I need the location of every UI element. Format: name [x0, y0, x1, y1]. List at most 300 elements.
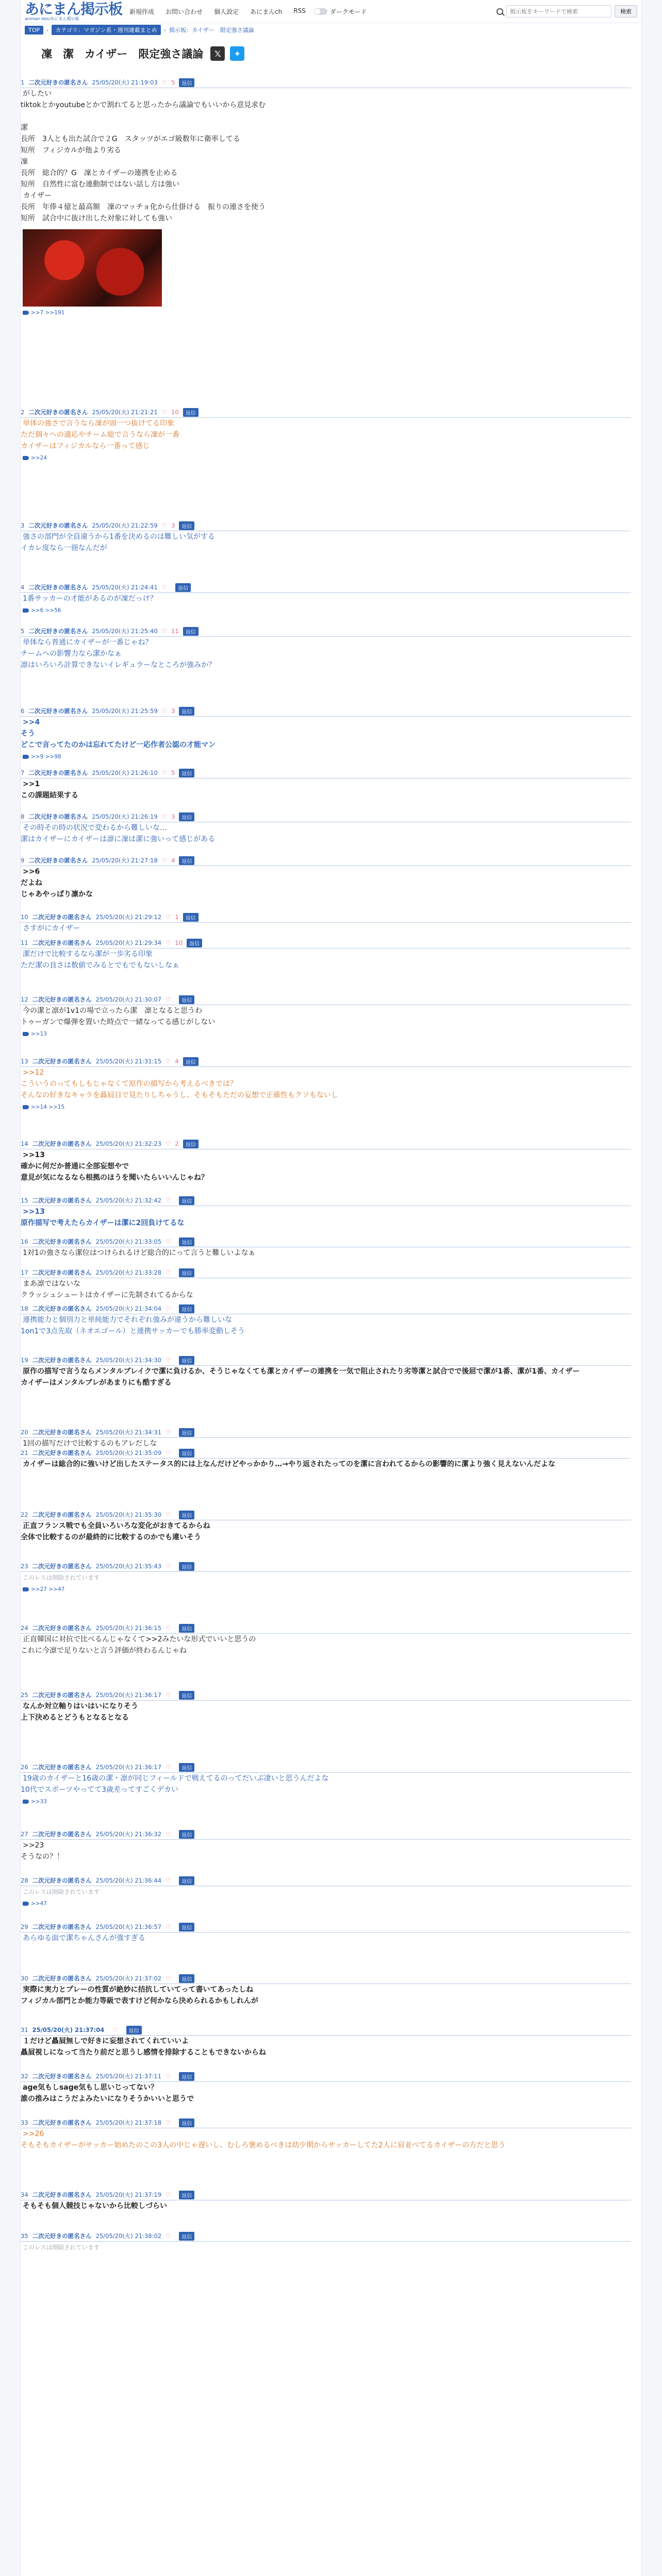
post-number[interactable]: 13 — [21, 1058, 28, 1065]
post-body: 原作の描写で言うならメンタルブレイクで潔に負けるか、そうじゃなくても潔とカイザーの連携を一気で阻止されたり劣等潔と試合でで後屈で潔が1番、潔が1番、カイザー カイザーはメンタルブレがあまりにも酷すぎる — [21, 1367, 580, 1387]
heart-icon[interactable]: ♡ — [161, 813, 168, 820]
post-body: 正直韓国に対抗で比べるんじゃなくて>>2みたいな形式でいいと思うの これに今凛で足りないと言う評価が終わるんじゃね — [21, 1635, 256, 1655]
post-body: このレスは削除されています — [23, 1888, 100, 1895]
post-number[interactable]: 31 — [21, 2026, 28, 2033]
reply-hand-icon — [23, 1105, 29, 1109]
post-date: 25/05/20(火) 21:34:04 — [95, 1305, 162, 1312]
reply-button[interactable]: 返信 — [179, 856, 194, 865]
poster-name: 二次元好きの匿名さん — [32, 1764, 92, 1771]
post-body: あらゆる面で潔ちゃんさんが強すぎる — [23, 1934, 145, 1942]
post-number[interactable]: 32 — [21, 2073, 28, 2080]
search-input[interactable] — [506, 5, 611, 18]
post-header — [21, 1762, 631, 1773]
poster-name: 二次元好きの匿名さん — [32, 1269, 92, 1276]
reply-hand-icon — [23, 1587, 29, 1591]
nav-menu — [129, 7, 306, 16]
post-24 — [21, 1623, 631, 1656]
post-body: このレスは削除されています — [23, 2244, 100, 2251]
reply-button[interactable]: 返信 — [179, 1923, 194, 1931]
post-replies — [21, 1586, 631, 1592]
reply-hand-icon — [23, 608, 29, 613]
post-27 — [21, 1829, 631, 1862]
post-date: 25/05/20(火) 21:37:02 — [95, 1975, 162, 1982]
post-date: 25/05/20(火) 21:36:17 — [95, 1764, 162, 1771]
post-number[interactable]: 25 — [21, 1691, 28, 1699]
post-header — [21, 407, 631, 418]
post-body: カイザーは総合的に強いけど出したステータス的には上なんだけどやっかかり…→やり返されたってのを潔に言われてるからの影響的に潔より強く見えないんだよな — [23, 1460, 556, 1468]
heart-icon[interactable]: ♡ — [166, 1877, 171, 1884]
thread-title-row — [21, 37, 641, 64]
post-date: 25/05/20(火) 21:24:41 — [92, 584, 158, 591]
post-number[interactable]: 26 — [21, 1764, 28, 1771]
post-body: >>26 そもそもカイザーがサッカー始めたのこの3人の中じゃ遅いし、むしろ褒めるべきは幼少期からサッカーしてた2人に肩並べてるカイザーの方だと思う — [21, 2130, 506, 2149]
post-number[interactable]: 35 — [21, 2232, 28, 2240]
post-header — [21, 768, 631, 778]
nav-contact[interactable]: お問い合わせ — [166, 8, 203, 15]
post-date: 25/05/20(火) 21:36:17 — [95, 1691, 162, 1699]
post-6 — [21, 706, 631, 760]
poster-name: 二次元好きの匿名さん — [32, 1197, 92, 1204]
post-date: 25/05/20(火) 21:32:23 — [95, 1140, 162, 1147]
poster-name: 二次元好きの匿名さん — [32, 1058, 92, 1065]
reply-button[interactable]: 返信 — [183, 913, 198, 922]
poster-name: 二次元好きの匿名さん — [28, 707, 88, 715]
post-number[interactable]: 11 — [21, 939, 28, 946]
breadcrumb-thread[interactable]: 掲示板：カイザー 限定強さ議論 — [169, 27, 254, 33]
post-date: 25/05/20(火) 21:29:12 — [95, 913, 162, 921]
reply-links[interactable]: >>33 — [31, 1799, 47, 1805]
post-25 — [21, 1690, 631, 1723]
like-count: 3 — [171, 813, 175, 820]
post-date: 25/05/20(火) 21:37:11 — [95, 2073, 162, 2080]
reply-button[interactable]: 返信 — [179, 1356, 194, 1365]
reply-hand-icon — [23, 1902, 29, 1906]
heart-icon[interactable]: ♡ — [166, 1691, 171, 1699]
post-header — [21, 1303, 631, 1314]
like-count: 4 — [175, 1058, 179, 1065]
post-18 — [21, 1303, 631, 1337]
thread-title: 凜 潔 カイザー 限定強さ議論 — [41, 48, 204, 60]
reply-button[interactable]: 返信 — [179, 1691, 194, 1700]
poster-name: 二次元好きの匿名さん — [32, 1238, 92, 1245]
reply-button[interactable]: 返信 — [179, 521, 194, 530]
post-4 — [21, 582, 631, 614]
post-body: がしたい tiktokとかyoutubeとかで割れてると思ったから議論でもいいから意見求む 潔 長所 3人とも出た試合で２G スタッツがエゴ級数年に衛率してる 短所 フィジカルが他より劣る 凜 長所 総合的？G 凜とカイザーの連携を止める 短所 自然性に富む連動制ではない話し方は強い カイザー 長所 年俸４億と最高額 凜のマッチョ化から仕掛ける 振りの連さを使う 短所 試合中に抜け出した対象に対しても強い — [21, 90, 266, 223]
post-date: 25/05/20(火) 21:32:42 — [95, 1197, 162, 1204]
post-7 — [21, 768, 631, 801]
post-number[interactable]: 5 — [21, 628, 25, 635]
reply-button[interactable]: 返信 — [179, 1449, 194, 1458]
post-number[interactable]: 12 — [21, 996, 28, 1003]
post-number[interactable]: 16 — [21, 1238, 28, 1245]
heart-icon[interactable]: ♡ — [166, 1238, 171, 1245]
heart-icon[interactable]: ♡ — [166, 1831, 171, 1838]
post-body: なんか対立軸りはいはいになりそう 上下決めるとどうもとなるとなる — [21, 1702, 138, 1722]
reply-links[interactable]: >>9 >>98 — [31, 754, 61, 760]
poster-name: 二次元好きの匿名さん — [32, 1691, 92, 1699]
post-15 — [21, 1195, 631, 1229]
post-11 — [21, 938, 631, 971]
post-date: 25/05/20(火) 21:26:19 — [92, 813, 158, 820]
reply-button[interactable]: 返信 — [179, 1624, 194, 1633]
post-header — [21, 1236, 631, 1247]
post-1 — [21, 77, 631, 316]
post-number[interactable]: 21 — [21, 1449, 28, 1456]
post-number[interactable]: 22 — [21, 1511, 28, 1518]
post-5 — [21, 626, 631, 671]
poster-name: 25/05/20(火) 21:37:04 — [32, 2026, 105, 2033]
heart-icon[interactable]: ♡ — [166, 1140, 171, 1147]
poster-name: 二次元好きの匿名さん — [32, 1449, 92, 1456]
reply-hand-icon — [23, 1800, 29, 1804]
reply-button[interactable]: 返信 — [179, 1238, 194, 1246]
post-body: 強さの部門が全員違うから1番を決めるのは難しい気がする イカレ度なら一冊なんだが — [21, 533, 215, 552]
reply-links[interactable]: >>7 >>191 — [31, 310, 65, 316]
reply-links[interactable]: >>27 >>47 — [31, 1586, 65, 1592]
post-date: 25/05/20(火) 21:35:43 — [95, 1563, 162, 1570]
reply-button[interactable]: 返信 — [126, 2026, 142, 2035]
reply-button[interactable]: 返信 — [179, 995, 194, 1004]
post-header — [21, 1427, 631, 1438]
post-body: 1番サッカーの才能があるのが凜だっけ？ — [23, 595, 157, 603]
reply-button[interactable]: 返信 — [179, 78, 194, 87]
post-header — [21, 811, 631, 822]
heart-icon[interactable]: ♡ — [166, 1624, 171, 1632]
post-body: 潔だけで比較するなら潔が一歩劣る印象 ただ潔の良さは数値でみるとでもでもないしなぁ — [21, 950, 179, 970]
poster-name: 二次元好きの匿名さん — [32, 2073, 92, 2080]
post-body: その時その時の状況で変わるから難しいな… 潔はカイザーにカイザーは凛に凜は潔に強いって感じがある — [21, 824, 216, 843]
reply-button[interactable]: 返信 — [187, 939, 202, 947]
post-replies — [21, 1104, 631, 1110]
poster-name: 二次元好きの匿名さん — [32, 913, 92, 921]
reply-button[interactable]: 返信 — [179, 1511, 194, 1519]
post-number[interactable]: 1 — [21, 79, 25, 86]
post-body: 連携能力と個別力と単純能力でそれぞれ強みが違うから難しいな 1on1で3点先取（ネオエゴール）と連携サッカーでも勝率変動しそう — [21, 1316, 245, 1335]
post-header — [21, 1690, 631, 1701]
post-number[interactable]: 24 — [21, 1624, 28, 1632]
post-date: 25/05/20(火) 21:34:30 — [95, 1357, 162, 1364]
post-9 — [21, 855, 631, 900]
reply-links[interactable]: >>13 — [31, 1031, 47, 1037]
like-count: 11 — [171, 628, 179, 635]
heart-icon[interactable]: ♡ — [166, 1058, 171, 1065]
post-body: さすがにカイザー — [23, 924, 80, 933]
heart-icon[interactable]: ♡ — [166, 1975, 171, 1982]
post-date: 25/05/20(火) 21:22:59 — [92, 522, 158, 529]
post-body: そもそも個人競技じゃないから比較しづらい — [23, 2202, 167, 2210]
poster-name: 二次元好きの匿名さん — [32, 996, 92, 1003]
poster-name: 二次元好きの匿名さん — [28, 769, 88, 776]
post-number[interactable]: 27 — [21, 1831, 28, 1838]
post-12 — [21, 994, 631, 1037]
reply-button[interactable]: 返信 — [179, 1562, 194, 1571]
post-header — [21, 2071, 631, 2082]
post-20 — [21, 1427, 631, 1449]
search-area — [496, 5, 637, 18]
x-share-icon[interactable]: 𝕏 — [210, 46, 225, 61]
post-17 — [21, 1267, 631, 1301]
post-header — [21, 1267, 631, 1278]
reply-button[interactable]: 返信 — [179, 812, 194, 821]
like-count: 5 — [171, 769, 175, 776]
heart-icon[interactable]: ♡ — [166, 2073, 171, 2080]
post-number[interactable]: 2 — [21, 409, 25, 416]
heart-icon[interactable]: ♡ — [166, 1269, 171, 1276]
reply-button[interactable]: 返信 — [179, 1974, 194, 1983]
post-date: 25/05/20(火) 21:25:59 — [92, 707, 158, 715]
post-number[interactable]: 15 — [21, 1197, 28, 1204]
header — [21, 0, 641, 23]
post-header — [21, 1355, 631, 1366]
post-number[interactable]: 4 — [21, 584, 25, 591]
toggle-switch[interactable] — [314, 8, 327, 15]
reply-hand-icon — [23, 1032, 29, 1036]
post-body: 単体の強さで言うなら凜が頭一つ抜けてる印象 ただ個々への適応やチーム総で言うなら凜が一番 カイザーはフィジカルなら一番って感じ — [21, 419, 179, 450]
heart-icon[interactable]: ♡ — [166, 1357, 171, 1364]
heart-icon[interactable]: ♡ — [166, 1197, 171, 1204]
poster-name: 二次元好きの匿名さん — [28, 409, 88, 416]
poster-name: 二次元好きの匿名さん — [28, 522, 88, 529]
breadcrumb — [21, 23, 641, 37]
search-icon — [496, 8, 503, 15]
reply-button[interactable]: 返信 — [179, 1304, 194, 1313]
poster-name: 二次元好きの匿名さん — [28, 813, 88, 820]
post-number[interactable]: 28 — [21, 1877, 28, 1884]
poster-name: 二次元好きの匿名さん — [28, 584, 88, 591]
like-count: 4 — [171, 857, 175, 864]
post-image[interactable] — [23, 229, 162, 307]
post-date: 25/05/20(火) 21:30:07 — [95, 996, 162, 1003]
reply-button[interactable]: 返信 — [179, 1428, 194, 1437]
post-header — [21, 77, 631, 88]
post-header — [21, 1623, 631, 1634]
post-33 — [21, 2117, 631, 2151]
post-28 — [21, 1875, 631, 1907]
post-header — [21, 1195, 631, 1206]
post-body: 1回の描写だけで比較するのもアレだしな — [23, 1439, 157, 1448]
post-number[interactable]: 10 — [21, 913, 28, 921]
poster-name: 二次元好きの匿名さん — [32, 1140, 92, 1147]
breadcrumb-sep-icon: › — [46, 26, 49, 33]
post-16 — [21, 1236, 631, 1259]
post-number[interactable]: 9 — [21, 857, 25, 864]
reply-button[interactable]: 返信 — [179, 1830, 194, 1839]
nav-rss[interactable]: RSS — [293, 7, 306, 14]
post-number[interactable]: 18 — [21, 1305, 28, 1312]
heart-icon[interactable]: ♡ — [166, 913, 171, 921]
post-header — [21, 1829, 631, 1840]
post-header — [21, 938, 631, 948]
heart-icon[interactable]: ♡ — [166, 2232, 171, 2240]
reply-button[interactable]: 返信 — [179, 707, 194, 716]
post-date: 25/05/20(火) 21:31:15 — [95, 1058, 162, 1065]
heart-icon[interactable]: ♡ — [166, 1923, 171, 1930]
post-number[interactable]: 3 — [21, 522, 25, 529]
post-date: 25/05/20(火) 21:36:32 — [95, 1831, 162, 1838]
post-date: 25/05/20(火) 21:38:02 — [95, 2232, 162, 2240]
post-26 — [21, 1762, 631, 1805]
reply-button[interactable]: 返信 — [179, 2232, 194, 2241]
search-button[interactable]: 検索 — [615, 5, 637, 18]
heart-icon[interactable]: ♡ — [166, 2191, 171, 2198]
post-body: age気もしsage気もし思いじってない？ 誰の推みはこうだよみたいになりそうかいいと思うで — [21, 2083, 194, 2103]
heart-icon[interactable]: ♡ — [161, 857, 168, 864]
reply-hand-icon — [23, 755, 29, 759]
post-number[interactable]: 14 — [21, 1140, 28, 1147]
reply-button[interactable]: 返信 — [179, 769, 194, 777]
heart-icon[interactable]: ♡ — [161, 769, 168, 776]
post-number[interactable]: 34 — [21, 2191, 28, 2198]
reply-button[interactable]: 返信 — [179, 2072, 194, 2081]
heart-icon[interactable]: ♡ — [166, 1764, 171, 1771]
reply-button[interactable]: 返信 — [179, 1763, 194, 1772]
reply-button[interactable]: 返信 — [183, 627, 198, 636]
reply-button[interactable]: 返信 — [179, 2119, 194, 2127]
post-body: このレスは削除されています — [23, 1574, 100, 1581]
post-number[interactable]: 19 — [21, 1357, 28, 1364]
post-body: >>4 そう どこで言ってたのかは忘れてたけど一応作者公認の才能マン — [21, 718, 216, 749]
twitter-bird-icon[interactable]: ✦ — [230, 46, 244, 61]
post-header — [21, 1510, 631, 1520]
post-header — [21, 2231, 631, 2242]
poster-name: 二次元好きの匿名さん — [32, 1511, 92, 1518]
reply-button[interactable]: 返信 — [183, 1140, 198, 1148]
post-number[interactable]: 17 — [21, 1269, 28, 1276]
post-body: 単体なら普通にカイザーが一番じゃね？ チームへの影響力なら潔かなぁ 凛はいろいろ計算できないイレギュラーなところが強みか？ — [21, 638, 216, 669]
post-header — [21, 1056, 631, 1067]
post-header — [21, 855, 631, 866]
dark-mode-label: ダークモード — [329, 8, 367, 15]
post-body: １だけど贔屓無しで好きに妄想されてくれていいよ 贔屓視しになって当たり前だと思うし感情を排除することもできないからね — [21, 2037, 266, 2057]
reply-button[interactable]: 返信 — [175, 583, 191, 592]
poster-name: 二次元好きの匿名さん — [32, 2232, 92, 2240]
heart-icon[interactable]: ♡ — [166, 1305, 171, 1312]
heart-icon[interactable]: ♡ — [166, 2119, 171, 2126]
post-body: >>6 だよね じゃあやっぱり凛かな — [21, 868, 93, 899]
reply-button[interactable]: 返信 — [179, 1876, 194, 1885]
post-number[interactable]: 8 — [21, 813, 25, 820]
dark-mode-toggle[interactable] — [314, 7, 367, 16]
poster-name: 二次元好きの匿名さん — [32, 1429, 92, 1436]
site-logo[interactable] — [25, 2, 122, 21]
post-body: >>13 確かに何だか普通に全部妄想やで 意見が気になるなら根拠のほうを聞いたらいいんじゃね？ — [21, 1151, 208, 1182]
post-10 — [21, 912, 631, 934]
post-8 — [21, 811, 631, 845]
reply-button[interactable]: 返信 — [183, 1057, 198, 1066]
nav-settings[interactable]: 個人設定 — [214, 8, 239, 15]
heart-icon[interactable]: ♡ — [161, 409, 168, 416]
post-13 — [21, 1056, 631, 1110]
poster-name: 二次元好きの匿名さん — [32, 2191, 92, 2198]
like-count: 10 — [171, 409, 179, 416]
post-date: 25/05/20(火) 21:36:15 — [95, 1624, 162, 1632]
heart-icon[interactable]: ♡ — [166, 996, 171, 1003]
post-number[interactable]: 33 — [21, 2119, 28, 2126]
post-30 — [21, 1973, 631, 2007]
post-header — [21, 582, 631, 593]
heart-icon[interactable]: ♡ — [161, 584, 168, 591]
reply-links[interactable]: >>24 — [31, 455, 47, 461]
post-date: 25/05/20(火) 21:36:57 — [95, 1923, 162, 1930]
heart-icon[interactable]: ♡ — [161, 522, 168, 529]
reply-button[interactable]: 返信 — [179, 2191, 194, 2199]
heart-icon[interactable]: ♡ — [161, 628, 168, 635]
post-body: 1対1の強さなら潔位はつけられるけど総合的にって言うと難しいよなぁ — [23, 1249, 256, 1257]
heart-icon[interactable]: ♡ — [166, 939, 171, 946]
post-header — [21, 706, 631, 717]
breadcrumb-category[interactable]: カテゴリ：マガジン系・週刊連載まとめ — [52, 25, 160, 35]
like-count: 2 — [175, 1140, 179, 1147]
reply-hand-icon — [23, 456, 29, 460]
poster-name: 二次元好きの匿名さん — [32, 1975, 92, 1982]
nav-animanch[interactable]: あにまんch — [250, 8, 283, 15]
post-date: 25/05/20(火) 21:25:40 — [92, 628, 158, 635]
post-14 — [21, 1139, 631, 1183]
post-35 — [21, 2231, 631, 2253]
nav-new[interactable]: 新規作成 — [129, 8, 155, 15]
breadcrumb-top[interactable]: TOP — [25, 26, 43, 35]
reply-hand-icon — [23, 311, 29, 315]
post-header — [21, 1922, 631, 1933]
like-count: 1 — [175, 913, 179, 921]
post-header — [21, 2025, 631, 2036]
reply-links[interactable]: >>14 >>15 — [31, 1104, 65, 1110]
post-date: 25/05/20(火) 21:33:28 — [95, 1269, 162, 1276]
post-date: 25/05/20(火) 21:21:21 — [92, 409, 158, 416]
reply-links[interactable]: >>47 — [31, 1901, 47, 1907]
post-number[interactable]: 6 — [21, 707, 25, 715]
heart-icon[interactable]: ♡ — [166, 1429, 171, 1436]
post-34 — [21, 2190, 631, 2212]
poster-name: 二次元好きの匿名さん — [32, 1357, 92, 1364]
poster-name: 二次元好きの匿名さん — [32, 1305, 92, 1312]
reply-button[interactable]: 返信 — [179, 1196, 194, 1205]
logo-text: あにまん掲示板 — [25, 0, 123, 18]
post-body: 実際に実力とプレーの性質が絶妙に拮抗していてって書いてあったしね フィジカル部門とか能力等級で表すけど何かなら決められるかもしれんが — [21, 1986, 258, 2005]
post-body: >>13 原作描写で考えたらカイザーは潔に2回負けてるな — [21, 1208, 185, 1227]
post-header — [21, 626, 631, 637]
heart-icon[interactable]: ♡ — [166, 1511, 171, 1518]
heart-icon[interactable]: ♡ — [112, 2026, 118, 2033]
post-date: 25/05/20(火) 21:37:18 — [95, 2119, 162, 2126]
reply-button[interactable]: 返信 — [179, 1268, 194, 1277]
heart-icon[interactable]: ♡ — [161, 707, 168, 715]
post-header — [21, 2117, 631, 2128]
post-replies — [21, 607, 631, 614]
post-header — [21, 2190, 631, 2200]
heart-icon[interactable]: ♡ — [166, 1563, 171, 1570]
post-date: 25/05/20(火) 21:19:03 — [92, 79, 158, 86]
post-number[interactable]: 20 — [21, 1429, 28, 1436]
post-body: >>12 こういうのってもしもじゃなくて原作の描写から考えるべきでは？ そんなの好きなキャラを贔屓目で見たりしちゃうし、そもそもただの妄想で正確性もクソもないし — [21, 1069, 338, 1099]
post-replies — [21, 1031, 631, 1037]
heart-icon[interactable]: ♡ — [166, 1449, 171, 1456]
reply-links[interactable]: >>6 >>56 — [31, 607, 61, 614]
poster-name: 二次元好きの匿名さん — [32, 939, 92, 946]
post-number[interactable]: 29 — [21, 1923, 28, 1930]
post-number[interactable]: 30 — [21, 1975, 28, 1982]
post-number[interactable]: 23 — [21, 1563, 28, 1570]
post-23 — [21, 1561, 631, 1592]
poster-name: 二次元好きの匿名さん — [28, 628, 88, 635]
reply-button[interactable]: 返信 — [183, 408, 198, 417]
heart-icon[interactable]: ♡ — [161, 79, 168, 86]
post-body: >>23 そうなの？！ — [21, 1841, 64, 1861]
poster-name: 二次元好きの匿名さん — [28, 857, 88, 864]
post-22 — [21, 1510, 631, 1543]
post-number[interactable]: 7 — [21, 769, 25, 776]
like-count: 3 — [171, 522, 175, 529]
